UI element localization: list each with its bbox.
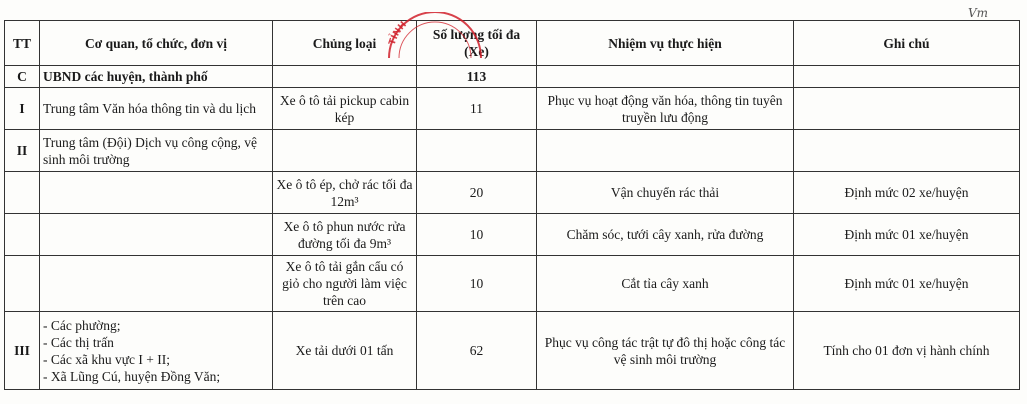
- row-type: Xe ô tô tải gắn cẩu có giỏ cho người làm việc trên cao: [273, 256, 417, 312]
- row-tt: C: [5, 66, 40, 88]
- row-note: Tính cho 01 đơn vị hành chính: [794, 312, 1020, 390]
- row-count: 113: [417, 66, 537, 88]
- row-type: Xe ô tô phun nước rửa đường tối đa 9m³: [273, 214, 417, 256]
- row-count: [417, 130, 537, 172]
- row-type: Xe tải dưới 01 tấn: [273, 312, 417, 390]
- table-row: [5, 312, 1020, 390]
- row-task: Phục vụ hoạt động văn hóa, thông tin tuyên truyền lưu động: [537, 88, 794, 130]
- row-note: Định mức 02 xe/huyện: [794, 172, 1020, 214]
- header-max-count: Số lượng tối đa (Xe): [417, 21, 537, 66]
- row-task: Chăm sóc, tưới cây xanh, rửa đường: [537, 214, 794, 256]
- row-agency: UBND các huyện, thành phố: [40, 66, 273, 88]
- row-task: Phục vụ công tác trật tự đô thị hoặc công tác vệ sinh môi trường: [537, 312, 794, 390]
- row-tt: [5, 214, 40, 256]
- header-note: Ghi chú: [794, 21, 1020, 66]
- row-count: 10: [417, 256, 537, 312]
- row-agency: Trung tâm Văn hóa thông tin và du lịch: [40, 88, 273, 130]
- table-row: [5, 256, 1020, 312]
- row-note: [794, 130, 1020, 172]
- agency-list-item: - Các phường;: [43, 317, 121, 333]
- header-type: Chủng loại: [273, 21, 417, 66]
- row-agency: [40, 172, 273, 214]
- seal-text: TỈNH: [387, 19, 409, 47]
- row-tt: II: [5, 130, 40, 172]
- row-note: [794, 66, 1020, 88]
- row-agency: Trung tâm (Đội) Dịch vụ công cộng, vệ sinh môi trường: [40, 130, 273, 172]
- header-agency: Cơ quan, tổ chức, đơn vị: [40, 21, 273, 66]
- agency-list-item: - Xã Lũng Cú, huyện Đồng Văn;: [43, 368, 221, 384]
- table-row: [5, 172, 1020, 214]
- row-count: 11: [417, 88, 537, 130]
- row-agency-list: [40, 312, 273, 390]
- row-count: 10: [417, 214, 537, 256]
- row-type: [273, 66, 417, 88]
- header-tt: TT: [5, 21, 40, 66]
- header-task: Nhiệm vụ thực hiện: [537, 21, 794, 66]
- row-tt: III: [5, 312, 40, 390]
- row-type: [273, 130, 417, 172]
- row-task: Cắt tỉa cây xanh: [537, 256, 794, 312]
- row-tt: I: [5, 88, 40, 130]
- table-row: [5, 130, 1020, 172]
- row-note: [794, 88, 1020, 130]
- row-task: [537, 130, 794, 172]
- table-row: [5, 214, 1020, 256]
- row-task: Vận chuyển rác thải: [537, 172, 794, 214]
- row-type: Xe ô tô ép, chở rác tối đa 12m³: [273, 172, 417, 214]
- row-note: Định mức 01 xe/huyện: [794, 214, 1020, 256]
- row-tt: [5, 172, 40, 214]
- row-count: 20: [417, 172, 537, 214]
- row-task: [537, 66, 794, 88]
- handwritten-initial: Vm: [968, 6, 989, 20]
- agency-list-item: - Các thị trấn: [43, 334, 114, 350]
- row-tt: [5, 256, 40, 312]
- row-note: Định mức 01 xe/huyện: [794, 256, 1020, 312]
- table-row: [5, 88, 1020, 130]
- agency-list-item: - Các xã khu vực I + II;: [43, 351, 171, 367]
- row-count: 62: [417, 312, 537, 390]
- header-row: [5, 21, 1020, 66]
- vehicle-allocation-table: [4, 20, 1020, 390]
- table-row: [5, 66, 1020, 88]
- row-agency: [40, 256, 273, 312]
- row-agency: [40, 214, 273, 256]
- row-type: Xe ô tô tải pickup cabin kép: [273, 88, 417, 130]
